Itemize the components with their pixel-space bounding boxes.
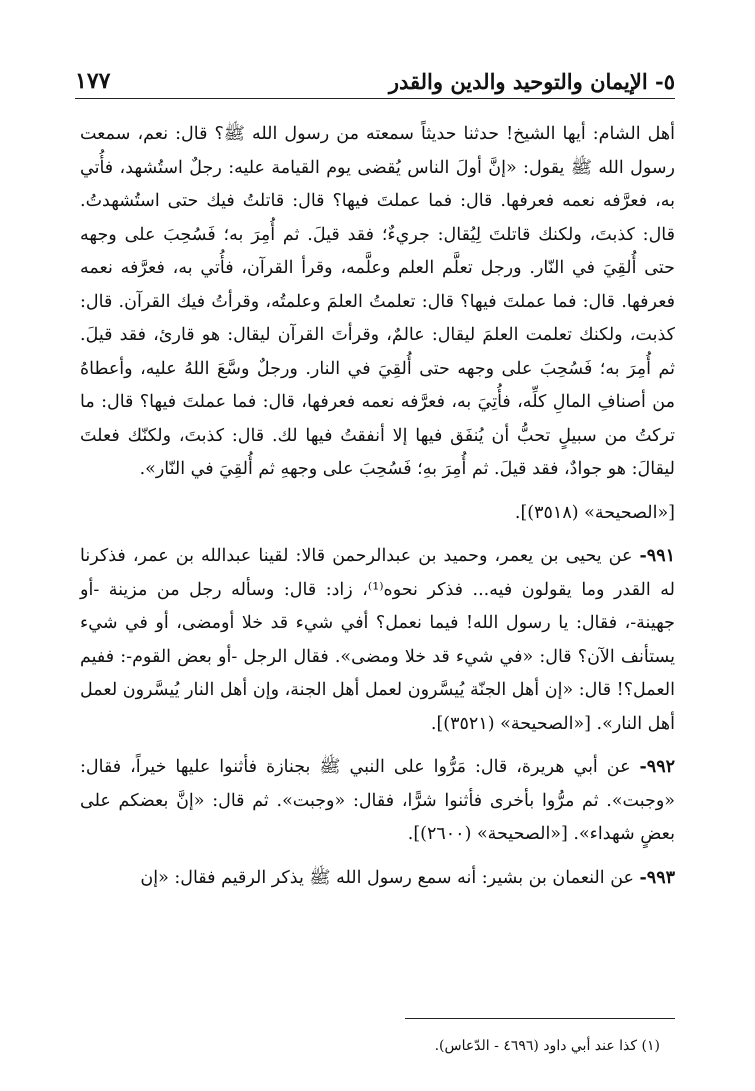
header-rule — [75, 98, 675, 99]
footnote-rule — [405, 1018, 675, 1019]
hadith-991 — [80, 540, 675, 741]
paragraph — [80, 118, 675, 487]
chapter-title: ٥- الإيمان والتوحيد والدين والقدر — [388, 69, 675, 94]
paragraph-text: عن النعمان بن بشير: أنه سمع رسول الله ﷺ يذكر الرقيم فقال: «إن — [140, 867, 640, 888]
page-header — [75, 58, 675, 94]
paragraph — [80, 497, 675, 531]
hadith-number: ٩٩١- — [639, 546, 675, 566]
hadith-number: ٩٩٣- — [639, 867, 675, 888]
citation: [«الصحيحة» (٣٥١٨)]. — [514, 502, 675, 523]
footnote: (١) كذا عند أبي داود (٤٦٩٦ - الدّعاس). — [434, 1038, 660, 1054]
page-body — [80, 118, 675, 905]
paragraph-text: أهل الشام: أيها الشيخ! حدثنا حديثاً سمعته من رسول الله ﷺ؟ قال: نعم، سمعت رسول الله ﷺ يقول: «إنَّ أولَ الناس يُقضى يوم القيامة عليه: رجلٌ استُشهد، فأُتي به، فعرَّفه نعمه فعرفها. قال: فما عملتَ فيها؟ قال: قاتلتُ فيك حتى استُشهدتُ. قال: كذبتَ، ولكنك قاتلتَ لِيُقال: جريءٌ؛ فقد قيلَ. ثم أُمِرَ به؛ فَسُحِبَ على وجهه حتى أُلقِيَ في النّار. ورجل تعلَّم العلم وعلَّمه، وقرأ القرآن، فأُتي به، فعرَّفه نعمه فعرفها. قال: فما عملتَ فيها؟ قال: تعلمتُ العلمَ وعلمتُه، وقرأتُ فيك القرآن. قال: كذبت، ولكنك تعلمت العلمَ ليقال: عالمٌ، وقرأتَ القرآن ليقال: هو قارئ، فقد قيلَ. ثم أُمِرَ به؛ فَسُحِبَ على وجهه حتى أُلقِيَ في النار. ورجلٌ وسَّعَ اللهُ عليه، وأعطاهُ من أصنافِ المالِ كلِّه، فأُتِيَ به، فعرَّفه نعمه فعرفها، قال: فما عملتَ فيها؟ قال: ما تركتُ من سبيلٍ تحبُّ أن يُنفَق فيها إلا أنفقتُ فيها لك. قال: كذبتَ، ولكنّك فعلتَ ليقالَ: هو جوادٌ، فقد قيلَ. ثم أُمِرَ بهِ؛ فَسُحِبَ على وجههِ ثم أُلقِيَ في النّار». — [80, 124, 675, 479]
hadith-992 — [80, 751, 675, 852]
hadith-number: ٩٩٢- — [639, 757, 675, 777]
page-number: ١٧٧ — [75, 68, 111, 94]
paragraph-text: عن يحيى بن يعمر، وحميد بن عبدالرحمن قالا: لقينا عبدالله بن عمر، فذكرنا له القدر وما يقولون فيه... فذكر نحوه⁽¹⁾، زاد: قال: وسأله رجل من مزينة -أو جهينة-، فقال: يا رسول الله! فيما نعمل؟ أفي شيء قد خلا أومضى، أو في شيء يستأنف الآن؟ قال: «في شيء قد خلا ومضى». فقال الرجل -أو بعض القوم-: ففيم العمل؟! قال: «إن أهل الجنّة يُيسَّرون لعمل أهل الجنة، وإن أهل النار يُيسَّرون لعمل أهل النار». [«الصحيحة» (٣٥٢١)]. — [80, 546, 675, 734]
hadith-993 — [80, 862, 675, 896]
paragraph-text: عن أبي هريرة، قال: مَرُّوا على النبي ﷺ بجنازة فأثنوا عليها خيراً، فقال: «وجبت». ثم مرُّوا بأخرى فأثنوا شرًّا، فقال: «وجبت». ثم قال: «إنَّ بعضكم على بعضٍ شهداء». [«الصحيحة» (٢٦٠٠)]. — [80, 757, 675, 844]
